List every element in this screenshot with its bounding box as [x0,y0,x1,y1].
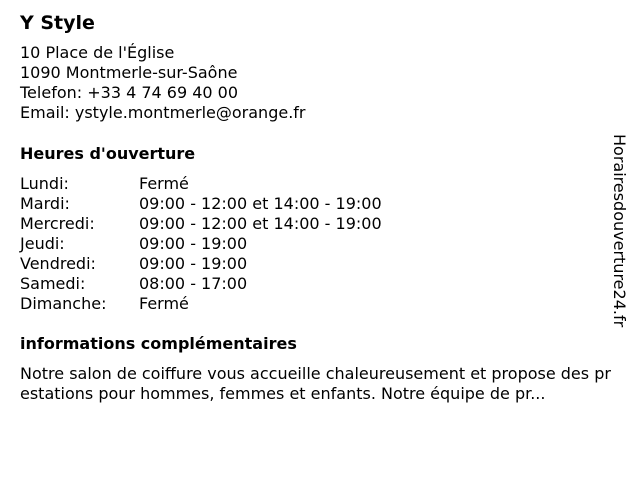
address-line-2: 1090 Montmerle-sur-Saône [20,63,238,82]
time-value: 08:00 - 17:00 [139,274,248,293]
business-info [20,43,305,123]
day-label: Samedi: [20,274,86,293]
day-label: Jeudi: [20,234,65,253]
business-name: Y Style [20,12,95,34]
time-value: Fermé [139,294,189,313]
email: Email: ystyle.montmerle@orange.fr [20,103,306,122]
day-label: Lundi: [20,174,69,193]
day-label: Mardi: [20,194,70,213]
day-label: Mercredi: [20,214,95,233]
hours-heading: Heures d'ouverture [20,144,196,163]
address-line-1: 10 Place de l'Église [20,43,175,62]
day-label: Vendredi: [20,254,96,273]
watermark-text: Horairesdouverture24.fr [610,134,629,328]
time-value: 09:00 - 19:00 [139,254,248,273]
time-value: Fermé [139,174,189,193]
day-label: Dimanche: [20,294,107,313]
time-value: 09:00 - 19:00 [139,234,248,253]
additional-info-heading: informations complémentaires [20,334,297,353]
time-value: 09:00 - 12:00 et 14:00 - 19:00 [139,214,382,233]
watermark [604,134,634,344]
time-value: 09:00 - 12:00 et 14:00 - 19:00 [139,194,382,213]
additional-info-text: Notre salon de coiffure vous accueille chaleureusement et propose des prestations pour hommes, femmes et enfants. Notre équipe de pr... [20,364,611,403]
phone: Telefon: +33 4 74 69 40 00 [20,83,239,102]
